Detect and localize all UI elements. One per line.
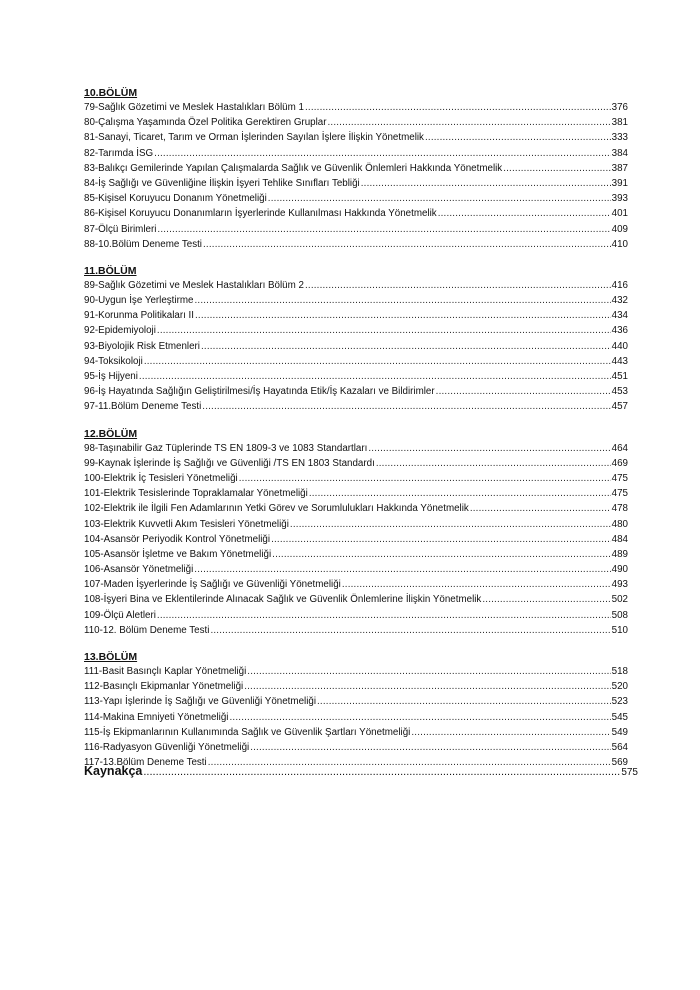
dot-leader [239,471,611,486]
toc-entry[interactable] [84,146,628,161]
toc-entry-page: 545 [611,711,628,723]
dot-leader [268,191,611,206]
toc-entry-label: 113-Yapı İşlerinde İş Sağlığı ve Güvenliği Yönetmeliği [84,696,316,708]
toc-entry-page: 451 [611,371,628,382]
dot-leader [144,354,611,369]
dot-leader [244,679,610,694]
toc-entry-label: 81-Sanayi, Ticaret, Tarım ve Orman İşlerinden Sayılan İşlere İlişkin Yönetmelik [84,132,424,144]
toc-entry-label: 80-Çalışma Yaşamında Özel Politika Gerektiren Gruplar [84,117,327,129]
dot-leader [470,501,611,516]
toc-entry[interactable] [84,725,628,740]
toc-entry-label: 83-Balıkçı Gemilerinde Yapılan Çalışmalarda Sağlık ve Güvenlik Önlemleri Hakkında Yönetmelik [84,162,503,174]
dot-leader [438,206,611,221]
toc-entry-label: 85-Kişisel Koruyucu Donanım Yönetmeliği [84,193,267,205]
toc-entry-label: 92-Epidemiyoloji [84,325,156,337]
toc-entry-page: 464 [611,442,628,454]
dot-leader [194,293,610,308]
dot-leader [327,115,610,130]
dot-leader [271,532,611,547]
dot-leader [425,130,611,145]
toc-entry-page: 457 [611,401,628,413]
toc-entry-page: 508 [611,609,628,621]
toc-entry-label: 110-12. Bölüm Deneme Testi [84,624,210,636]
toc-entry-label: 93-Biyolojik Risk Etmenleri [84,340,200,352]
dot-leader [202,399,610,414]
toc-entry-page: 387 [611,162,628,174]
toc-entry-page: 410 [611,238,628,250]
toc-entry-page: 490 [611,564,628,576]
toc-entry-page: 381 [611,117,628,129]
dot-leader [250,740,610,755]
dot-leader [157,323,611,338]
toc-entry[interactable] [84,562,628,577]
toc-entry-label: 90-Uygun İşe Yerleştirme [84,295,194,307]
toc-entry[interactable] [84,206,628,221]
toc-entry[interactable] [84,608,628,623]
toc-entry-label: 91-Korunma Politikaları II [84,310,194,322]
toc-entry[interactable] [84,456,628,471]
toc-entry[interactable] [84,161,628,176]
toc-entry[interactable] [84,577,628,592]
toc-entry[interactable] [84,441,628,456]
section-heading: 13.BÖLÜM [84,651,138,663]
toc-entry-page: 432 [611,295,628,307]
toc-entry-label: 99-Kaynak İşlerinde İş Sağlığı ve Güvenliği /TS EN 1803 Standardı [84,457,375,469]
toc-entry[interactable] [84,471,628,486]
toc-entry-page: 478 [611,503,628,515]
toc-entry-page: 434 [611,310,628,322]
toc-entry-label: 116-Radyasyon Güvenliği Yönetmeliği [84,741,250,753]
toc-entry-page: 440 [611,340,628,352]
toc-entry[interactable] [84,384,628,399]
toc-entry[interactable] [84,176,628,191]
toc-entry[interactable] [84,694,628,709]
toc-entry-label: Kaynakça [84,764,143,778]
dot-leader [503,161,610,176]
dot-leader [482,592,610,607]
toc-entry-page: 416 [611,279,628,291]
toc-entry-label: 114-Makina Emniyeti Yönetmeliği [84,711,229,723]
toc-entry[interactable] [84,222,628,237]
toc-entry-page: 436 [611,325,628,337]
toc-entry[interactable] [84,486,628,501]
toc-entry[interactable] [84,623,628,638]
toc-entry[interactable] [84,369,628,384]
toc-entry[interactable] [84,191,628,206]
table-of-contents [84,86,628,782]
dot-leader [139,369,611,384]
toc-entry[interactable] [84,547,628,562]
toc-entry-label: 108-İşyeri Bina ve Eklentilerinde Alınacak Sağlık ve Güvenlik Önlemlerine İlişkin Yönetmelik [84,594,482,606]
toc-entry-page: 384 [611,147,628,159]
toc-entry-label: 94-Toksikoloji [84,355,143,367]
toc-entry-label: 89-Sağlık Gözetimi ve Meslek Hastalıkları Bölüm 2 [84,279,304,291]
dot-leader [317,694,611,709]
toc-entry-kaynakca[interactable] [84,764,638,778]
toc-entry-page: 549 [611,726,628,738]
toc-entry[interactable] [84,501,628,516]
toc-entry-label: 112-Basınçlı Ekipmanlar Yönetmeliği [84,681,244,693]
toc-entry-label: 97-11.Bölüm Deneme Testi [84,401,202,413]
dot-leader [203,237,611,252]
dot-leader [411,725,610,740]
toc-entry-page: 484 [611,533,628,545]
toc-entry-label: 102-Elektrik ile İlgili Fen Adamlarının Yetki Görev ve Sorumlulukları Hakkında Yönetmelik [84,503,469,515]
toc-entry-label: 98-Taşınabilir Gaz Tüplerinde TS EN 1809-3 ve 1083 Standartları [84,442,368,454]
toc-entry[interactable] [84,679,628,694]
toc-entry[interactable] [84,740,628,755]
toc-entry[interactable] [84,399,628,414]
toc-entry[interactable] [84,278,628,293]
toc-entry[interactable] [84,115,628,130]
toc-entry-page: 401 [611,208,628,220]
toc-entry[interactable] [84,354,628,369]
toc-entry-page: 510 [611,624,628,636]
toc-entry-label: 95-İş Hijyeni [84,371,138,382]
toc-entry-label: 104-Asansör Periyodik Kontrol Yönetmeliği [84,533,271,545]
toc-entry-label: 105-Asansör İşletme ve Bakım Yönetmeliği [84,548,272,560]
dot-leader [157,608,611,623]
dot-leader [210,623,610,638]
toc-entry-page: 518 [611,666,628,677]
dot-leader [342,577,611,592]
toc-entry[interactable] [84,293,628,308]
toc-entry[interactable] [84,532,628,547]
toc-entry-page: 443 [611,355,628,367]
dot-leader [376,456,611,471]
toc-section [84,264,628,415]
toc-entry-page: 489 [611,548,628,560]
dot-leader [309,486,611,501]
toc-entry-page: 393 [611,193,628,205]
toc-entry-label: 84-İş Sağlığı ve Güvenliğine İlişkin İşyeri Tehlike Sınıfları Tebliği [84,177,360,189]
dot-leader [368,441,610,456]
section-heading: 12.BÖLÜM [84,427,138,440]
dot-leader [143,766,620,778]
toc-entry[interactable] [84,592,628,607]
dot-leader [230,710,611,725]
toc-entry[interactable] [84,308,628,323]
toc-entry-page: 480 [611,518,628,530]
toc-entry-label: 82-Tarımda İSG [84,147,154,159]
dot-leader [194,562,610,577]
toc-entry-page: 575 [621,767,638,778]
dot-leader [436,384,611,399]
toc-entry-label: 111-Basit Basınçlı Kaplar Yönetmeliği [84,666,247,677]
toc-entry-label: 96-İş Hayatında Sağlığın Geliştirilmesi/İş Hayatında Etik/İş Kazaları ve Bildirimler [84,386,435,398]
dot-leader [247,664,610,679]
toc-section [84,86,628,252]
toc-section [84,650,628,770]
dot-leader [290,517,611,532]
section-heading: 11.BÖLÜM [84,264,137,277]
toc-entry-label: 107-Maden İşyerlerinde İş Sağlığı ve Güvenliği Yönetmeliği [84,579,341,591]
toc-entry-label: 109-Ölçü Aletleri [84,609,156,621]
toc-entry-page: 469 [611,457,628,469]
toc-entry-label: 88-10.Bölüm Deneme Testi [84,238,202,250]
toc-entry[interactable] [84,130,628,145]
toc-entry-page: 520 [611,681,628,693]
toc-entry[interactable] [84,710,628,725]
toc-entry-label: 115-İş Ekipmanlarının Kullanımında Sağlık ve Güvenlik Şartları Yönetmeliği [84,726,411,738]
toc-entry-page: 564 [611,741,628,753]
toc-entry-page: 453 [611,386,628,398]
section-heading: 10.BÖLÜM [84,87,138,99]
dot-leader [305,100,611,115]
toc-entry-page: 333 [611,132,628,144]
toc-section [84,427,628,638]
dot-leader [157,222,610,237]
toc-entry[interactable] [84,237,628,252]
toc-entry-label: 117-13.Bölüm Deneme Testi [84,757,207,769]
toc-entry-label: 79-Sağlık Gözetimi ve Meslek Hastalıkları Bölüm 1 [84,102,304,113]
dot-leader [305,278,611,293]
toc-entry-page: 493 [611,579,628,591]
dot-leader [195,308,611,323]
toc-entry[interactable] [84,100,628,115]
toc-entry-label: 101-Elektrik Tesislerinde Topraklamalar Yönetmeliği [84,488,308,500]
toc-entry[interactable] [84,664,628,679]
toc-entry-label: 100-Elektrik İç Tesisleri Yönetmeliği [84,472,238,484]
toc-entry[interactable] [84,323,628,338]
toc-entry-page: 475 [611,472,628,484]
toc-entry-page: 475 [611,488,628,500]
toc-entry[interactable] [84,339,628,354]
toc-entry-page: 502 [611,594,628,606]
dot-leader [154,146,610,161]
toc-entry-label: 106-Asansör Yönetmeliği [84,564,194,576]
toc-entry-label: 86-Kişisel Koruyucu Donanımların İşyerlerinde Kullanılması Hakkında Yönetmelik [84,208,437,220]
toc-entry-label: 103-Elektrik Kuvvetli Akım Tesisleri Yönetmeliği [84,518,289,530]
toc-entry-page: 569 [611,757,628,769]
dot-leader [272,547,611,562]
dot-leader [361,176,611,191]
toc-entry-label: 87-Ölçü Birimleri [84,223,157,235]
toc-entry-page: 523 [611,696,628,708]
toc-entry[interactable] [84,517,628,532]
toc-entry-page: 409 [611,223,628,235]
dot-leader [201,339,611,354]
toc-entry-page: 391 [611,177,628,189]
toc-entry-page: 376 [611,102,628,113]
